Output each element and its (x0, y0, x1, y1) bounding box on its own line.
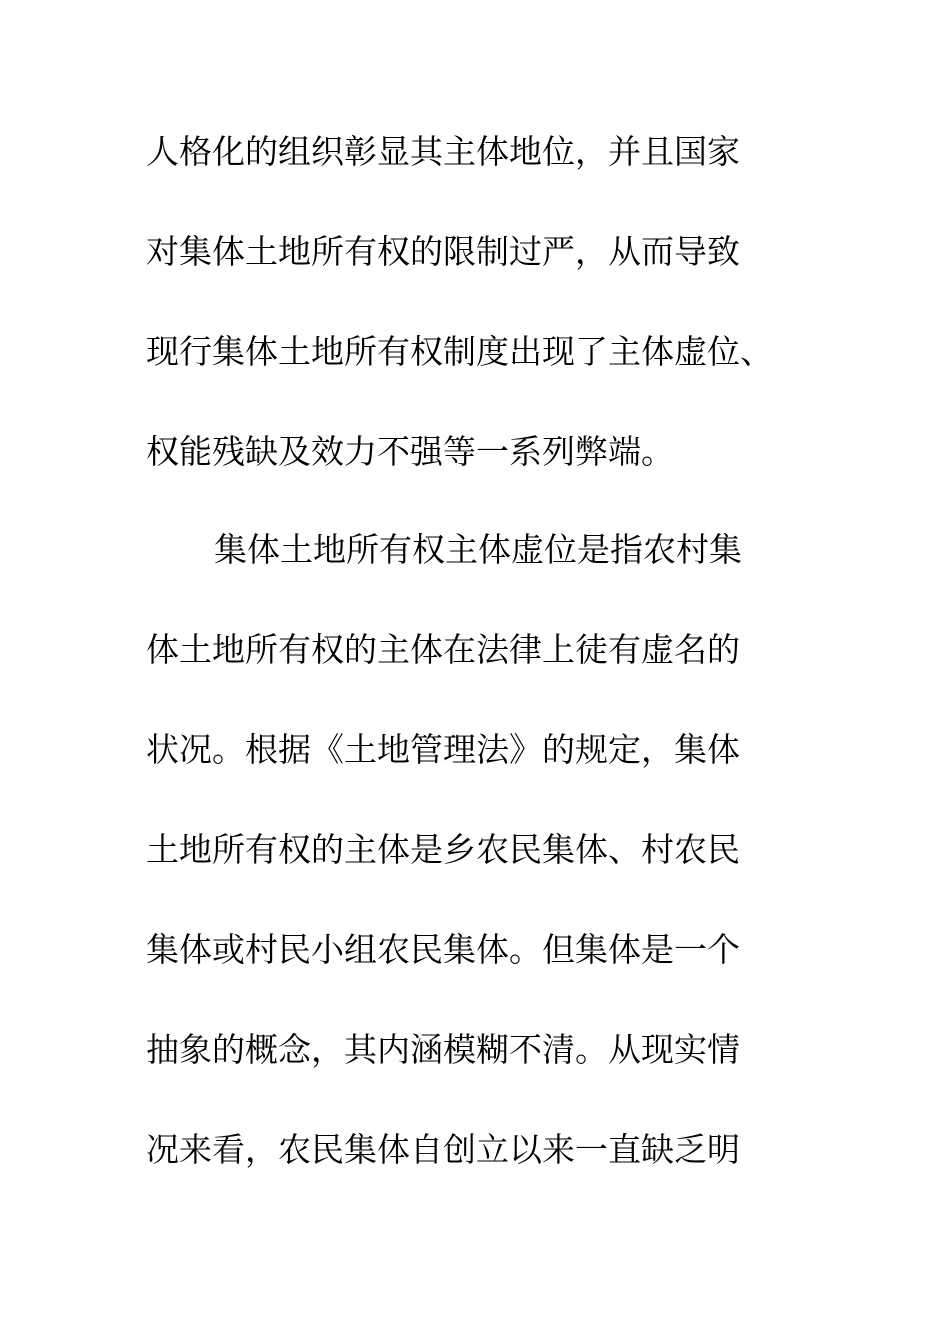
text-line: 现行集体土地所有权制度出现了主体虚位、 (146, 332, 773, 371)
text-line: 状况。根据《土地管理法》的规定，集体 (146, 730, 740, 769)
text-line: 土地所有权的主体是乡农民集体、村农民 (146, 830, 740, 869)
paragraph-first-line: 集体土地所有权主体虚位是指农村集 (214, 530, 742, 569)
text-line: 况来看，农民集体自创立以来一直缺乏明 (146, 1130, 740, 1169)
text-line: 抽象的概念，其内涵模糊不清。从现实情 (146, 1030, 740, 1069)
text-line: 对集体土地所有权的限制过严，从而导致 (146, 232, 740, 271)
text-line: 人格化的组织彰显其主体地位，并且国家 (146, 132, 740, 171)
text-line: 体土地所有权的主体在法律上徒有虚名的 (146, 630, 740, 669)
text-line: 集体或村民小组农民集体。但集体是一个 (146, 930, 740, 969)
text-line: 权能残缺及效力不强等一系列弊端。 (146, 432, 674, 471)
